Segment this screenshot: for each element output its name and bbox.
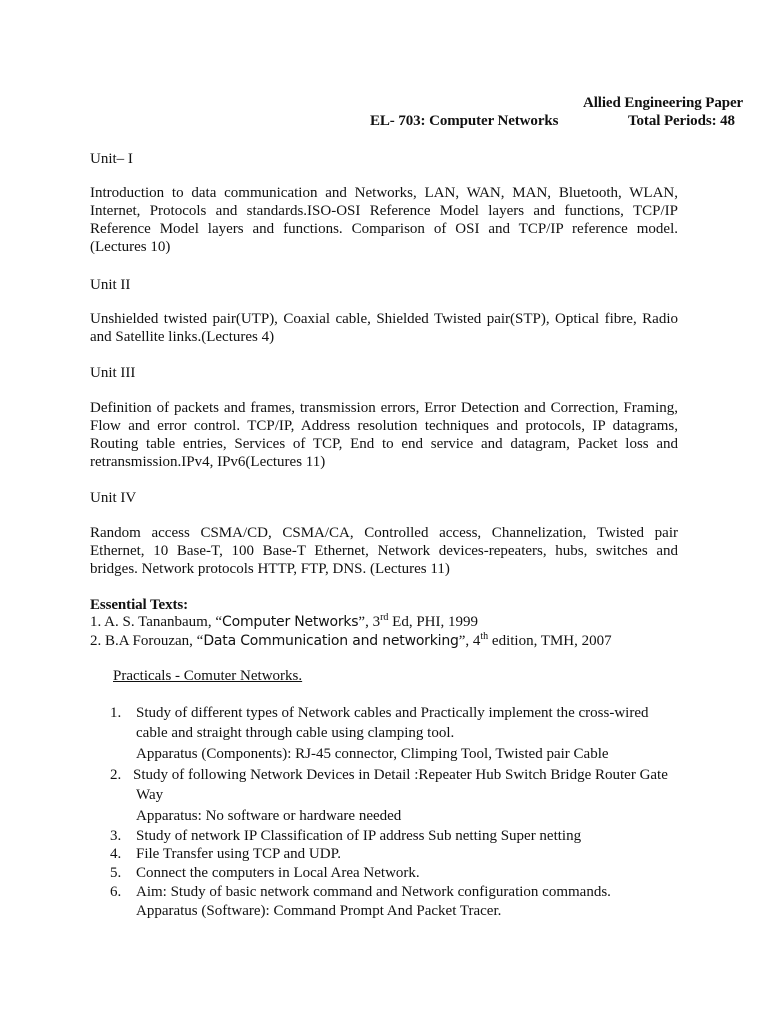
practical-6-apparatus: Apparatus (Software): Command Prompt And Packet Tracer.: [136, 903, 502, 919]
practical-5-text: Connect the computers in Local Area Network.: [136, 865, 420, 881]
practical-6-number: 6.: [110, 884, 122, 900]
unit-1-content: Introduction to data communication and Networks, LAN, WAN, MAN, Bluetooth, WLAN, Internet, Protocols and standards.ISO-OSI Reference Model layers and functions, TCP/IP Reference Model layers and functions. Comparison of OSI and TCP/IP reference model. (Lectures 10): [90, 185, 678, 255]
unit-4-content: Random access CSMA/CD, CSMA/CA, Controlled access, Channelization, Twisted pair Ethernet, 10 Base-T, 100 Base-T Ethernet, Network devices-repeaters, hubs, switches and bridges. Network protocols HTTP, FTP, DNS. (Lectures 11): [90, 525, 678, 577]
unit-3-title: Unit III: [90, 365, 136, 381]
essential-texts-heading: Essential Texts:: [90, 597, 189, 613]
ref-2-title: Data Communication and networking: [203, 633, 459, 649]
practical-4-number: 4.: [110, 846, 122, 862]
unit-2-title: Unit II: [90, 277, 131, 293]
ref-1-title: Computer Networks: [222, 614, 359, 630]
unit-1-title: Unit– I: [90, 151, 133, 167]
unit-4-title: Unit IV: [90, 490, 137, 506]
practicals-heading: Practicals - Comuter Networks.: [113, 668, 303, 684]
practical-3-text: Study of network IP Classification of IP address Sub netting Super netting: [136, 828, 582, 844]
paper-type: Allied Engineering Paper: [583, 95, 744, 111]
ref-1-prefix: 1. A. S. Tananbaum, “: [90, 614, 222, 630]
practical-3-number: 3.: [110, 828, 122, 844]
ref-2-sup: th: [480, 631, 489, 642]
ref-2-mid: ”, 4: [458, 633, 481, 649]
practical-4-text: File Transfer using TCP and UDP.: [136, 846, 342, 862]
ref-2-prefix: 2. B.A Forouzan, “: [90, 633, 204, 649]
practical-5-number: 5.: [110, 865, 122, 881]
practical-1-line-2: cable and straight through cable using clamping tool.: [136, 725, 455, 741]
practical-1-line-1: Study of different types of Network cables and Practically implement the cross-wired: [136, 705, 649, 721]
practical-1-number: 1.: [110, 705, 122, 721]
ref-1-mid: ”, 3: [358, 614, 381, 630]
ref-1-suffix: Ed, PHI, 1999: [388, 614, 479, 630]
ref-2-suffix: edition, TMH, 2007: [488, 633, 612, 649]
practical-6-aim: Aim: Study of basic network command and Network configuration commands.: [136, 884, 611, 900]
reference-2: [90, 632, 612, 650]
ref-1-sup: rd: [380, 612, 389, 623]
total-periods: Total Periods: 48: [628, 113, 735, 129]
unit-2-content: Unshielded twisted pair(UTP), Coaxial cable, Shielded Twisted pair(STP), Optical fibre, Radio and Satellite links.(Lectures 4): [90, 311, 678, 345]
course-title: EL- 703: Computer Networks: [370, 113, 559, 129]
practical-2-apparatus: Apparatus: No software or hardware needed: [136, 808, 402, 824]
reference-1: [90, 613, 478, 631]
practical-2-number: 2.: [110, 767, 122, 783]
practical-1-apparatus: Apparatus (Components): RJ-45 connector, Climping Tool, Twisted pair Cable: [136, 746, 609, 762]
unit-3-content: Definition of packets and frames, transmission errors, Error Detection and Correction, Framing, Flow and error control. TCP/IP, Address resolution techniques and protocols, IP datagrams, Routing table entries, Services of TCP, End to end service and datagram, Packet loss and retransmission.IPv4, IPv6(Lectures 11): [90, 400, 678, 470]
practical-2-line-2: Way: [136, 787, 164, 803]
practical-2-line-1: Study of following Network Devices in Detail :Repeater Hub Switch Bridge Router Gate: [133, 767, 668, 783]
